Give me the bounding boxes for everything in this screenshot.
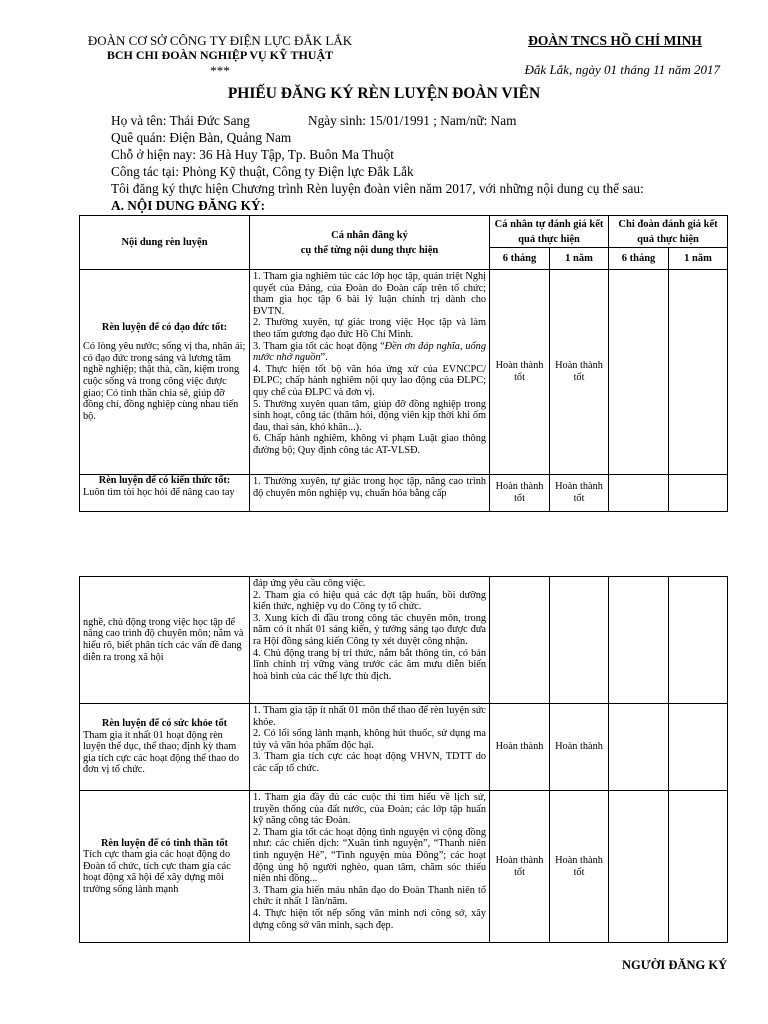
table-row-knowledge-start bbox=[80, 475, 728, 512]
knowledge-branch-6m bbox=[609, 475, 669, 512]
org-stars: *** bbox=[210, 63, 230, 78]
header-6-months: 6 tháng bbox=[490, 248, 550, 270]
section-a-heading: A. NỘI DUNG ĐĂNG KÝ: bbox=[111, 198, 266, 213]
ethics-self-6m: Hoàn thành tốt bbox=[490, 270, 550, 475]
registration-table-part2 bbox=[79, 576, 728, 943]
spirit-tasks bbox=[250, 791, 490, 943]
knowledge-task-1-part2: đáp ứng yêu cầu công việc. bbox=[253, 578, 366, 589]
header-content: Nội dung rèn luyện bbox=[80, 216, 250, 270]
ethics-task-5: 5. Thường xuyên quan tâm, giúp đỡ đồng nghiệp trong sinh hoạt, công tác (thăm hỏi, động viên kịp thời khi ốm đau, thai sản, khó khăn...). bbox=[253, 398, 486, 433]
ethics-branch-1y bbox=[669, 270, 728, 475]
knowledge-self-6m: Hoàn thành tốt bbox=[490, 475, 550, 512]
table-row-spirit bbox=[80, 791, 728, 943]
signer-label: NGƯỜI ĐĂNG KÝ bbox=[622, 958, 728, 972]
knowledge-task-1-part1: 1. Thường xuyên, tự giác trong học tập, nâng cao trình độ chuyên môn nghiệp vụ, chuẩn hóa bằng cấp bbox=[250, 475, 490, 512]
spirit-title: Rèn luyện để có tinh thần tốt bbox=[100, 837, 228, 849]
registration-table-part1 bbox=[79, 215, 728, 512]
health-task-3: 3. Tham gia tích cực các hoạt động VHVN, TDTT do các cấp tổ chức. bbox=[253, 751, 486, 774]
header-1-year: 1 năm bbox=[550, 248, 609, 270]
ethics-task-3-start: 3. Tham gia tốt các hoạt động “ bbox=[253, 340, 385, 352]
ethics-title: Rèn luyện để có đạo đức tốt: bbox=[101, 321, 228, 333]
spirit-self-1y: Hoàn thành tốt bbox=[550, 791, 609, 943]
health-tasks bbox=[250, 704, 490, 791]
knowledge-cont-self-1y bbox=[550, 577, 609, 704]
knowledge-task-4: 4. Chủ động trang bị tri thức, nắm bắt thông tin, có bản lĩnh chính trị vững vàng trước các âm mưu diễn biến hoà bình của các thế lực thù địch. bbox=[253, 647, 486, 682]
knowledge-tasks bbox=[250, 577, 490, 704]
knowledge-category-part2: nghề, chủ động trong việc học tập để nâng cao trình độ chuyên môn; nắm và hiểu rõ, biết phân tích các vấn đề đang diễn ra trong xã hội bbox=[80, 577, 250, 704]
ethics-self-1y: Hoàn thành tốt bbox=[550, 270, 609, 475]
header-branch-assessment: Chi đoàn đánh giá kết quả thực hiện bbox=[609, 216, 728, 248]
header-registration-line2: cụ thể từng nội dung thực hiện bbox=[300, 244, 439, 256]
spirit-task-4: 4. Thực hiện tốt nếp sống văn minh nơi công sở, xây dựng công sở văn minh, sạch đẹp. bbox=[253, 907, 486, 931]
ethics-description: Có lòng yêu nước; sống vị tha, nhân ái; có đạo đức trong sáng và lương tâm nghề nghiệp; thật thà, cần, kiệm trong cuộc sống và trong công việc được giao; Có tinh thần chia sẻ, giúp đỡ đồng chí, đồng nghiệp cùng nhau tiến bộ. bbox=[83, 341, 246, 422]
birth-gender: Ngày sinh: 15/01/1991 ; Nam/nữ: Nam bbox=[308, 113, 517, 128]
knowledge-category-part1 bbox=[80, 475, 250, 512]
header-registration bbox=[250, 216, 490, 270]
spirit-self-6m: Hoàn thành tốt bbox=[490, 791, 550, 943]
table-row-health bbox=[80, 704, 728, 791]
table-row-ethics bbox=[80, 270, 728, 475]
ethics-branch-6m bbox=[609, 270, 669, 475]
spirit-category bbox=[80, 791, 250, 943]
health-branch-1y bbox=[669, 704, 728, 791]
ethics-task-3-end: ”. bbox=[320, 352, 328, 364]
table-row-knowledge-cont bbox=[80, 577, 728, 704]
ethics-task-4: 4. Thực hiện tốt bộ văn hóa ứng xử của EVNCPC/ĐLPC; chấp hành nghiêm nội quy lao động của ĐLPC; quy chế của ĐLPC và đơn vị. bbox=[253, 363, 486, 398]
org-line-1: ĐOÀN CƠ SỞ CÔNG TY ĐIỆN LỰC ĐẮK LẮK bbox=[87, 33, 353, 48]
spirit-branch-1y bbox=[669, 791, 728, 943]
current-address: Chỗ ở hiện nay: 36 Hà Huy Tập, Tp. Buôn Ma Thuột bbox=[111, 147, 394, 162]
ethics-task-2: 2. Thường xuyên, tự giác trong việc Học tập và làm theo tấm gương đạo đức Hồ Chí Minh. bbox=[253, 317, 486, 340]
org-line-2: BCH CHI ĐOÀN NGHIỆP VỤ KỸ THUẬT bbox=[106, 48, 334, 62]
ethics-task-6: 6. Chấp hành nghiêm, không vi phạm Luật giao thông đường bộ; Quy định công tác AT-VLSĐ. bbox=[253, 433, 486, 456]
health-category bbox=[80, 704, 250, 791]
health-task-1: 1. Tham gia tập ít nhất 01 môn thể thao để rèn luyện sức khỏe. bbox=[253, 705, 486, 728]
knowledge-description-part1: Luôn tìm tòi học hỏi để nâng cao tay bbox=[83, 486, 235, 498]
header-self-assessment: Cá nhân tự đánh giá kết quả thực hiện bbox=[490, 216, 609, 248]
knowledge-self-1y: Hoàn thành tốt bbox=[550, 475, 609, 512]
ethics-tasks bbox=[250, 270, 490, 475]
ethics-category bbox=[80, 270, 250, 475]
knowledge-branch-1y bbox=[669, 475, 728, 512]
spirit-task-1: 1. Tham gia đầy đủ các cuộc thi tìm hiểu về lịch sử, truyền thống của đất nước, của Đoàn; các lớp tập huấn kỹ năng công tác Đoàn. bbox=[253, 792, 486, 827]
document-title: PHIẾU ĐĂNG KÝ RÈN LUYỆN ĐOÀN VIÊN bbox=[227, 85, 541, 102]
union-title: ĐOÀN TNCS HỒ CHÍ MINH bbox=[528, 33, 702, 48]
spirit-branch-6m bbox=[609, 791, 669, 943]
ethics-task-3-italic: Đền ơn đáp nghĩa, uống nước nhớ nguồn bbox=[253, 340, 486, 364]
knowledge-title: Rèn luyện để có kiến thức tốt: bbox=[98, 475, 231, 486]
health-branch-6m bbox=[609, 704, 669, 791]
ethics-task-1: 1. Tham gia nghiêm túc các lớp học tập, quán triệt Nghị quyết của Đảng, của Đoàn do Đoàn cấp trên tổ chức; tham gia học tập 6 bài lý luận chính trị dành cho ĐVTN. bbox=[253, 271, 486, 317]
ethics-task-3 bbox=[253, 341, 486, 364]
header-1-year-branch: 1 năm bbox=[669, 248, 728, 270]
full-name: Họ và tên: Thái Đức Sang bbox=[111, 113, 250, 128]
header-registration-line1: Cá nhân đăng ký bbox=[331, 229, 408, 241]
health-title: Rèn luyện để có sức khỏe tốt bbox=[101, 718, 228, 730]
knowledge-cont-self-6m bbox=[490, 577, 550, 704]
knowledge-cont-branch-6m bbox=[609, 577, 669, 704]
document-date: Đắk Lắk, ngày 01 tháng 11 năm 2017 bbox=[524, 62, 720, 77]
health-self-6m: Hoàn thành bbox=[490, 704, 550, 791]
spirit-task-3: 3. Tham gia hiến máu nhân đạo do Đoàn Thanh niên tổ chức ít nhất 1 lần/năm. bbox=[253, 884, 486, 908]
spirit-description: Tích cực tham gia các hoạt động do Đoàn tổ chức, tích cực tham gia các hoạt động xã hội để xây dựng môi trường sống lành mạnh bbox=[83, 849, 231, 895]
health-self-1y: Hoàn thành bbox=[550, 704, 609, 791]
header-6-months-branch: 6 tháng bbox=[609, 248, 669, 270]
health-description: Tham gia ít nhất 01 hoạt động rèn luyện thể dục, thể thao; định kỳ tham gia tích cực các hoạt động thể thao do đơn vị tổ chức. bbox=[83, 729, 239, 776]
hometown: Quê quán: Điện Bàn, Quảng Nam bbox=[111, 130, 292, 145]
workplace: Công tác tại: Phòng Kỹ thuật, Công ty Điện lực Đắk Lắk bbox=[111, 164, 414, 179]
knowledge-task-2: 2. Tham gia có hiệu quả các đợt tập huấn, bồi dưỡng kiến thức, nghiệp vụ do Công ty tổ chức. bbox=[253, 589, 486, 613]
intro-statement: Tôi đăng ký thực hiện Chương trình Rèn luyện đoàn viên năm 2017, với những nội dung cụ thể sau: bbox=[111, 181, 644, 196]
health-task-2: 2. Có lối sống lành mạnh, không hút thuốc, sử dụng ma túy và văn hóa phẩm độc hại. bbox=[253, 728, 486, 751]
knowledge-cont-branch-1y bbox=[669, 577, 728, 704]
organization-header bbox=[40, 33, 400, 78]
spirit-task-2: 2. Tham gia tốt các hoạt động tình nguyện vì cộng đồng như: các chiến dịch: “Xuân tình nguyện”, “Thanh niên tình nguyện Hè”, “Tình nguyện mùa Đông”; các hoạt động ủng hộ người nghèo, quan tâm, chăm sóc thiếu niên nhi đồng... bbox=[253, 826, 486, 885]
knowledge-task-3: 3. Xung kích đi đầu trong công tác chuyên môn, trong năm có ít nhất 01 sáng kiến, ý tưởng sáng tạo được đưa ra Hội đồng sáng kiến Công ty xét duyệt công nhận. bbox=[253, 612, 486, 647]
